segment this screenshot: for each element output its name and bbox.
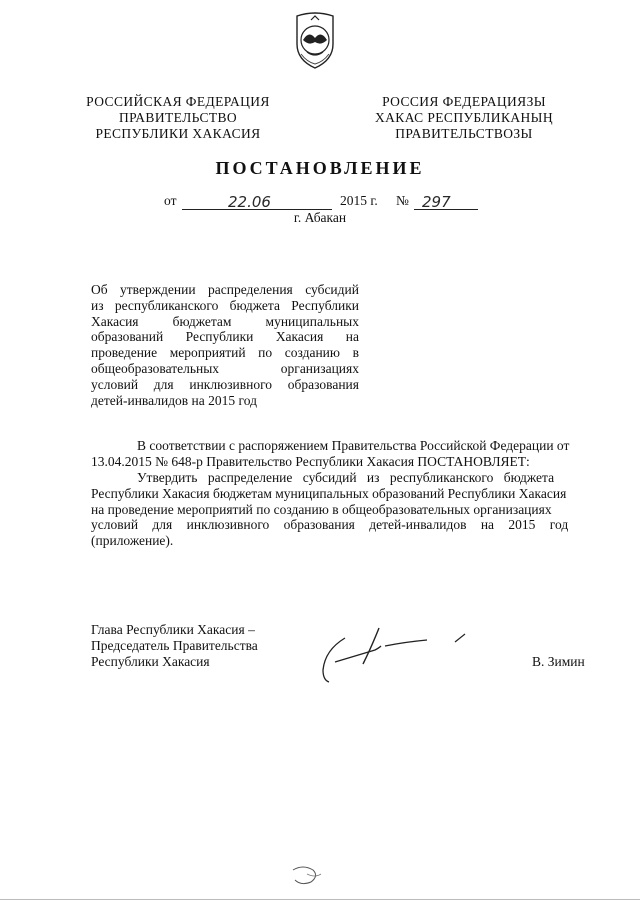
subject-line: проведение мероприятий по созданию в bbox=[91, 345, 359, 361]
subject-line: общеобразовательных организациях bbox=[91, 360, 359, 376]
preamble-line: 13.04.2015 № 648-р Правительство Республики Хакасия ПОСТАНОВЛЯЕТ: bbox=[91, 453, 530, 469]
subject-line: Об утверждении распределения субсидий bbox=[91, 282, 359, 297]
resolution-line: (приложение). bbox=[91, 533, 174, 549]
subject-line: Хакасия бюджетам муниципальных bbox=[91, 313, 359, 329]
preamble-paragraph bbox=[91, 438, 595, 470]
header-left-line: ПРАВИТЕЛЬСТВО bbox=[118, 110, 238, 125]
document-subject bbox=[91, 282, 359, 408]
resolution-line: на проведение мероприятий по созданию в общеобразовательных организациях bbox=[91, 501, 552, 517]
date-from-label: от bbox=[164, 193, 177, 208]
signatory-title-line: Председатель Правительства bbox=[91, 638, 258, 653]
subject-line: из республиканского бюджета Республики bbox=[91, 297, 359, 313]
header-right-line: РОССИЯ ФЕДЕРАЦИЯЗЫ bbox=[382, 94, 546, 109]
city-name: г. Абакан bbox=[293, 210, 347, 225]
date-year-label: 2015 г. bbox=[340, 193, 378, 208]
subject-line: детей-инвалидов на 2015 год bbox=[91, 392, 257, 408]
resolution-line: условий для инклюзивного образования детей-инвалидов на 2015 год bbox=[91, 517, 569, 533]
header-right bbox=[370, 94, 558, 142]
header-left-line: РЕСПУБЛИКИ ХАКАСИЯ bbox=[95, 126, 261, 141]
document-title: ПОСТАНОВЛЕНИЕ bbox=[215, 158, 425, 178]
preamble-line: В соответствии с распоряжением Правительства Российской Федерации от bbox=[137, 438, 570, 453]
header-right-line: ПРАВИТЕЛЬСТВОЗЫ bbox=[395, 126, 533, 141]
signatory-name: В. Зимин bbox=[532, 654, 585, 669]
handwritten-signature bbox=[315, 620, 475, 690]
handwritten-date: 22.06 bbox=[228, 193, 271, 211]
resolution-paragraph bbox=[91, 470, 595, 549]
republic-emblem-icon bbox=[289, 10, 341, 72]
signatory-title-line: Республики Хакасия bbox=[91, 654, 210, 669]
bottom-mark-icon bbox=[285, 862, 325, 886]
resolution-line: Республики Хакасия бюджетам муниципальных образований Республики Хакасия bbox=[91, 485, 567, 501]
signatory-title-line: Глава Республики Хакасия – bbox=[91, 622, 255, 637]
handwritten-number: 297 bbox=[422, 193, 451, 211]
header-left bbox=[84, 94, 272, 142]
page-edge-line bbox=[0, 899, 640, 900]
resolution-line: Утвердить распределение субсидий из республиканского бюджета bbox=[137, 470, 555, 485]
header-left-line: РОССИЙСКАЯ ФЕДЕРАЦИЯ bbox=[86, 94, 270, 109]
number-label: № bbox=[396, 193, 409, 208]
subject-line: образований Республики Хакасия на bbox=[91, 329, 359, 345]
header-right-line: ХАКАС РЕСПУБЛИКАНЫҢ bbox=[375, 110, 553, 125]
city-line bbox=[0, 210, 640, 226]
signatory-title bbox=[91, 622, 258, 670]
subject-line: условий для инклюзивного образования bbox=[91, 376, 359, 392]
